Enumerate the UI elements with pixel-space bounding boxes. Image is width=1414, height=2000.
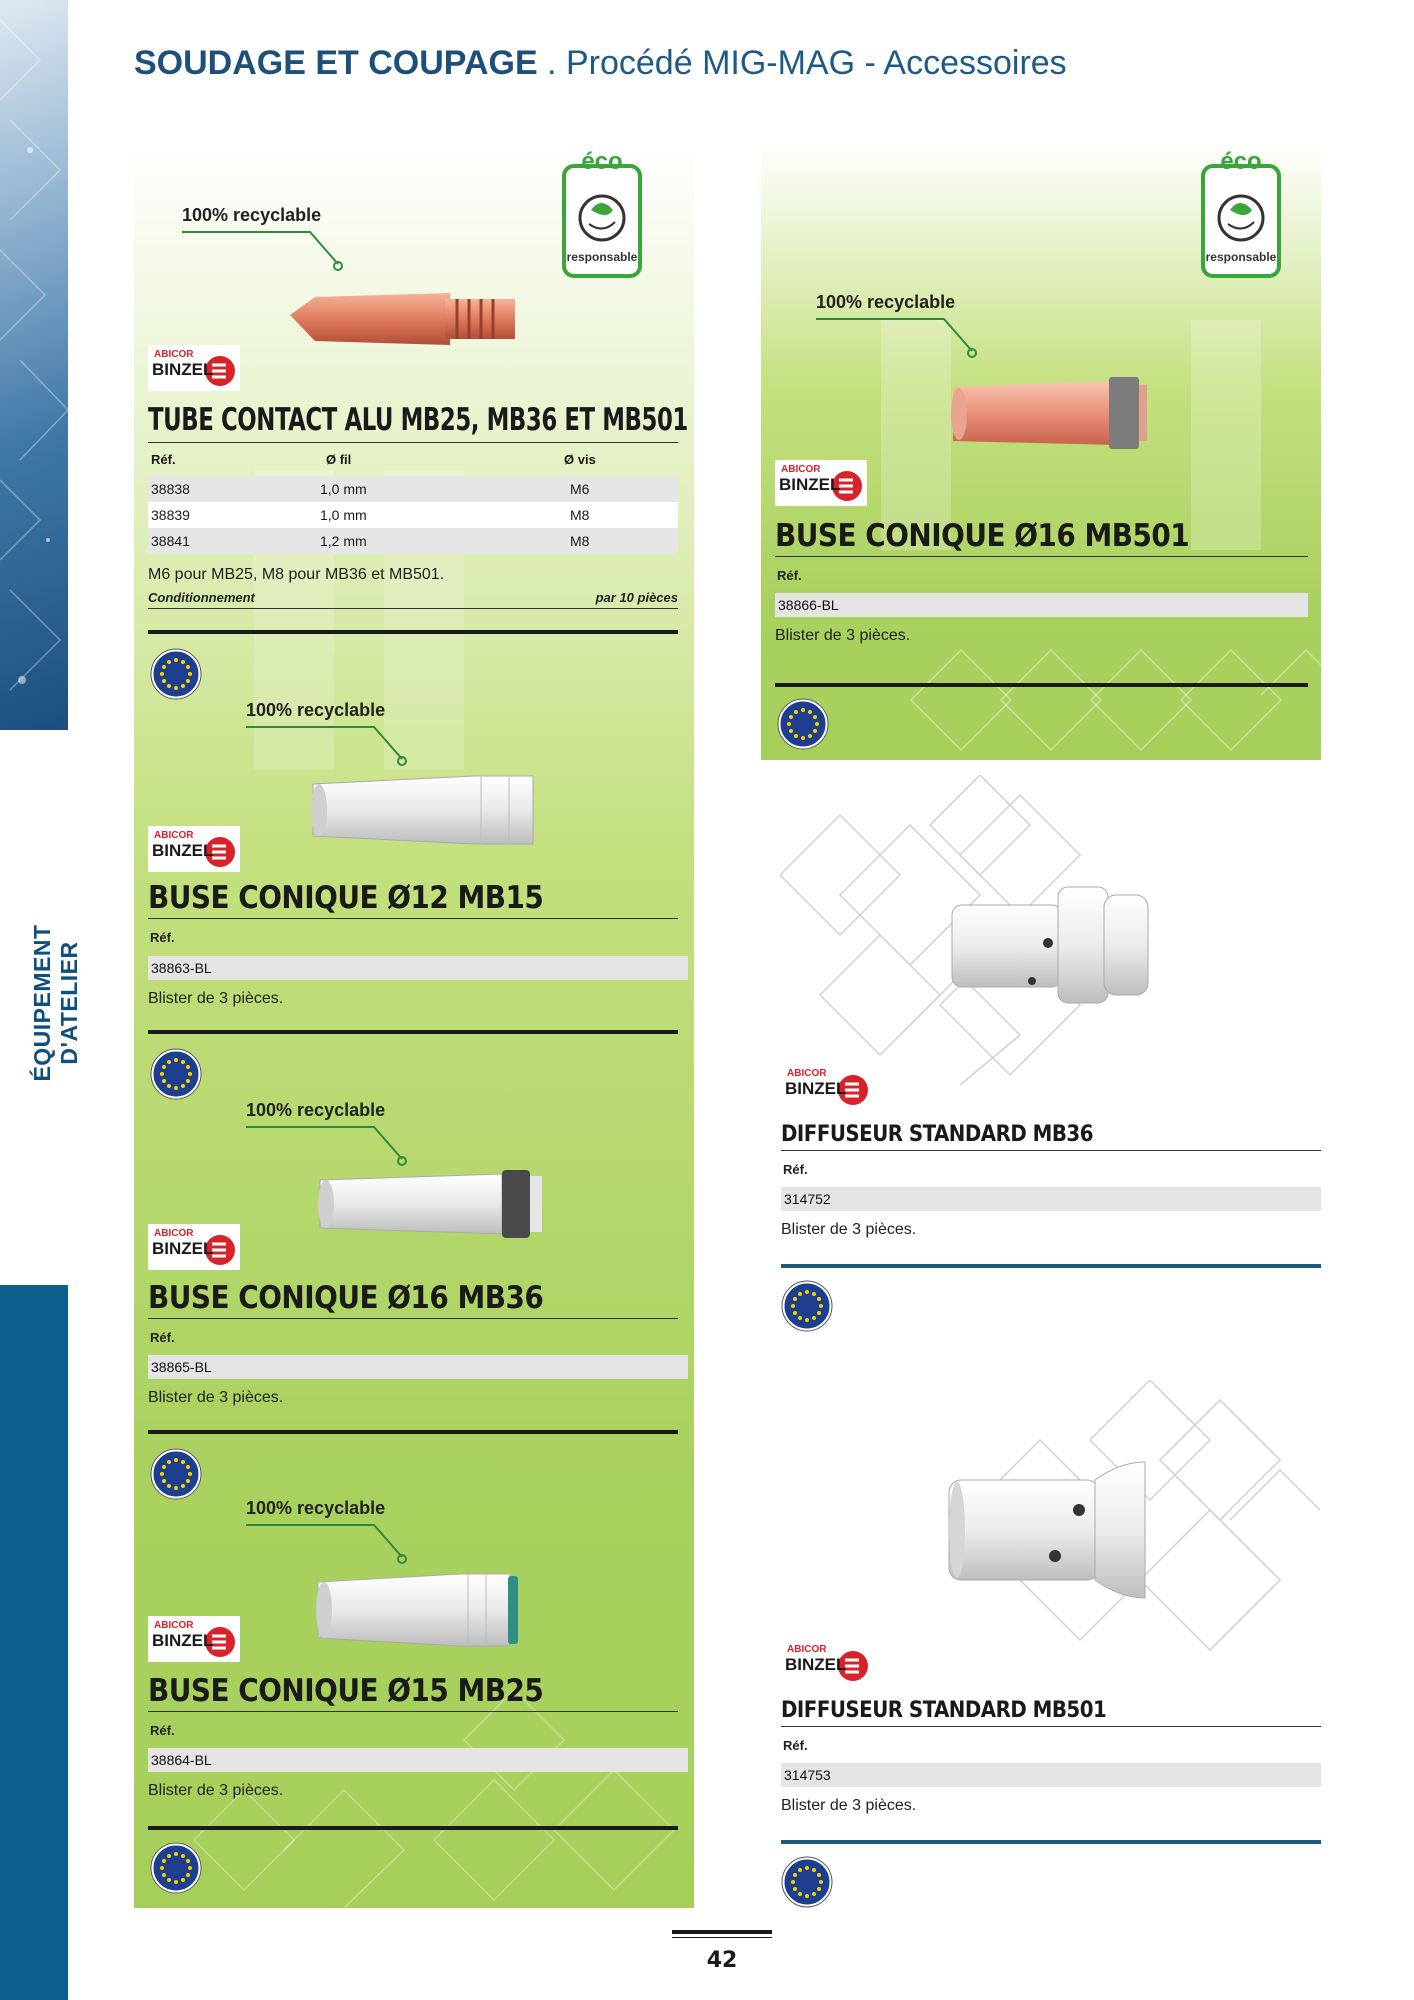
buse-conique-mb15-image <box>305 770 540 850</box>
ref-label: Réf. <box>783 1162 808 1177</box>
ref-label: Réf. <box>150 930 175 945</box>
recyclable-callout: 100% recyclable <box>182 205 322 225</box>
eu-flag-icon <box>150 1842 202 1894</box>
brand-line2: BINZEL <box>779 475 841 494</box>
product-title-buse-mb25: BUSE CONIQUE Ø15 MB25 <box>148 1673 544 1709</box>
brand-line2: BINZEL <box>785 1655 847 1674</box>
eu-flag-icon <box>777 698 829 750</box>
eco-responsable-badge <box>561 150 643 282</box>
col-diam-fil: Ø fil <box>326 452 352 467</box>
cell-fil: 1,2 mm <box>320 533 367 549</box>
abicor-binzel-logo <box>781 1064 873 1110</box>
brand-line1: ABICOR <box>154 349 194 360</box>
ref-value: 314753 <box>781 1763 1321 1787</box>
section-divider <box>781 1840 1321 1844</box>
brand-line1: ABICOR <box>787 1068 827 1079</box>
page-number-rule-thin <box>672 1937 772 1938</box>
cell-fil: 1,0 mm <box>320 507 367 523</box>
product-title-buse-mb36: BUSE CONIQUE Ø16 MB36 <box>148 1280 544 1316</box>
page-number-rule <box>672 1930 772 1934</box>
brand-line1: ABICOR <box>154 1620 194 1631</box>
eu-flag-icon <box>150 1448 202 1500</box>
eco-badge-top: éco <box>581 148 623 175</box>
callout-leader-line <box>814 315 984 360</box>
title-divider <box>148 918 678 919</box>
product-note: Blister de 3 pièces. <box>148 1782 284 1799</box>
buse-conique-mb501-image <box>945 375 1155 455</box>
page-title-bold: SOUDAGE ET COUPAGE <box>134 44 538 82</box>
band-diamond-pattern <box>0 0 68 730</box>
title-divider <box>148 1318 678 1319</box>
ref-value: 38863-BL <box>148 956 688 980</box>
eco-responsable-badge <box>1200 150 1282 282</box>
eco-badge-bottom: responsable <box>1205 250 1277 264</box>
left-decorative-band <box>0 0 82 2000</box>
product-note: Blister de 3 pièces. <box>781 1797 917 1814</box>
brand-line2: BINZEL <box>785 1079 847 1098</box>
buse-conique-mb25-image <box>310 1570 525 1650</box>
conditionnement-label: Conditionnement <box>148 590 255 605</box>
brand-line2: BINZEL <box>152 1239 214 1258</box>
band-top-gradient <box>0 0 68 730</box>
product-note: Blister de 3 pièces. <box>148 990 284 1007</box>
section-divider <box>148 1430 678 1434</box>
abicor-binzel-logo <box>148 345 240 391</box>
diffuseur-mb501-image <box>945 1460 1160 1600</box>
section-divider <box>781 1264 1321 1268</box>
brand-line1: ABICOR <box>787 1644 827 1655</box>
ref-value: 38865-BL <box>148 1355 688 1379</box>
cond-divider <box>148 608 678 609</box>
cell-fil: 1,0 mm <box>320 481 367 497</box>
section-divider <box>148 630 678 634</box>
col-diam-vis: Ø vis <box>564 452 596 467</box>
cell-vis: M8 <box>570 533 590 549</box>
brand-line2: BINZEL <box>152 841 214 860</box>
title-divider <box>781 1726 1321 1727</box>
product-title-buse-mb15: BUSE CONIQUE Ø12 MB15 <box>148 880 544 916</box>
cell-vis: M6 <box>570 481 590 497</box>
callout-leader-line <box>244 1123 414 1168</box>
conditionnement-value: par 10 pièces <box>595 590 678 605</box>
recyclable-callout: 100% recyclable <box>246 700 386 720</box>
eu-flag-icon <box>150 648 202 700</box>
ref-value: 314752 <box>781 1187 1321 1211</box>
section-divider <box>148 1030 678 1034</box>
ref-label: Réf. <box>783 1738 808 1753</box>
cell-ref: 38839 <box>151 507 190 523</box>
brand-line2: BINZEL <box>152 1631 214 1650</box>
ref-value: 38864-BL <box>148 1748 688 1772</box>
abicor-binzel-logo <box>775 460 867 506</box>
product-title-diffuseur-mb501: DIFFUSEUR STANDARD MB501 <box>781 1698 1107 1723</box>
col-ref: Réf. <box>151 452 176 467</box>
eco-badge-bottom: responsable <box>566 250 638 264</box>
product-note: Blister de 3 pièces. <box>148 1389 284 1406</box>
eu-flag-icon <box>781 1280 833 1332</box>
title-divider <box>781 1150 1321 1151</box>
recyclable-callout: 100% recyclable <box>246 1100 386 1120</box>
callout-leader-line <box>244 1521 414 1566</box>
abicor-binzel-logo <box>148 1224 240 1270</box>
section-divider <box>148 1826 678 1830</box>
tube-contact-note: M6 pour MB25, M8 pour MB36 et MB501. <box>148 566 445 583</box>
product-title-tube-contact: TUBE CONTACT ALU MB25, MB36 ET MB501 <box>148 402 688 438</box>
table-row <box>148 528 678 554</box>
ref-label: Réf. <box>777 568 802 583</box>
brand-line1: ABICOR <box>154 830 194 841</box>
page-title-rest: . Procédé MIG-MAG - Accessoires <box>547 44 1067 82</box>
product-title-diffuseur-mb36: DIFFUSEUR STANDARD MB36 <box>781 1122 1093 1147</box>
title-divider <box>148 1711 678 1712</box>
brand-line1: ABICOR <box>154 1228 194 1239</box>
section-side-label: ÉQUIPEMENT D'ATELIER <box>29 924 82 1082</box>
ref-value: 38866-BL <box>775 593 1308 617</box>
eco-badge-top: éco <box>1220 148 1262 175</box>
cell-vis: M8 <box>570 507 590 523</box>
abicor-binzel-logo <box>148 826 240 872</box>
tube-contact-table <box>148 448 678 558</box>
product-note: Blister de 3 pièces. <box>781 1221 917 1238</box>
brand-line2: BINZEL <box>152 360 214 379</box>
callout-leader-line <box>244 723 414 768</box>
eu-flag-icon <box>781 1856 833 1908</box>
table-row <box>148 502 678 528</box>
brand-line1: ABICOR <box>781 464 821 475</box>
ref-label: Réf. <box>150 1330 175 1345</box>
page-number: 42 <box>706 1948 738 1973</box>
abicor-binzel-logo <box>148 1616 240 1662</box>
ref-label: Réf. <box>150 1723 175 1738</box>
table-row <box>148 476 678 502</box>
section-divider <box>775 683 1308 687</box>
product-title-buse-mb501: BUSE CONIQUE Ø16 MB501 <box>775 518 1190 554</box>
buse-conique-mb36-image <box>312 1168 547 1243</box>
cell-ref: 38838 <box>151 481 190 497</box>
diffuseur-mb36-image <box>948 885 1158 1005</box>
callout-leader-line <box>180 228 350 273</box>
cell-ref: 38841 <box>151 533 190 549</box>
recyclable-callout: 100% recyclable <box>246 1498 386 1518</box>
title-divider <box>148 442 678 443</box>
page-title <box>134 44 1067 83</box>
band-bottom <box>0 1285 68 2000</box>
product-note: Blister de 3 pièces. <box>775 627 911 644</box>
abicor-binzel-logo <box>781 1640 873 1686</box>
tube-contact-image <box>285 285 525 355</box>
recyclable-callout: 100% recyclable <box>816 292 956 312</box>
eu-flag-icon <box>150 1048 202 1100</box>
title-divider <box>775 556 1308 557</box>
